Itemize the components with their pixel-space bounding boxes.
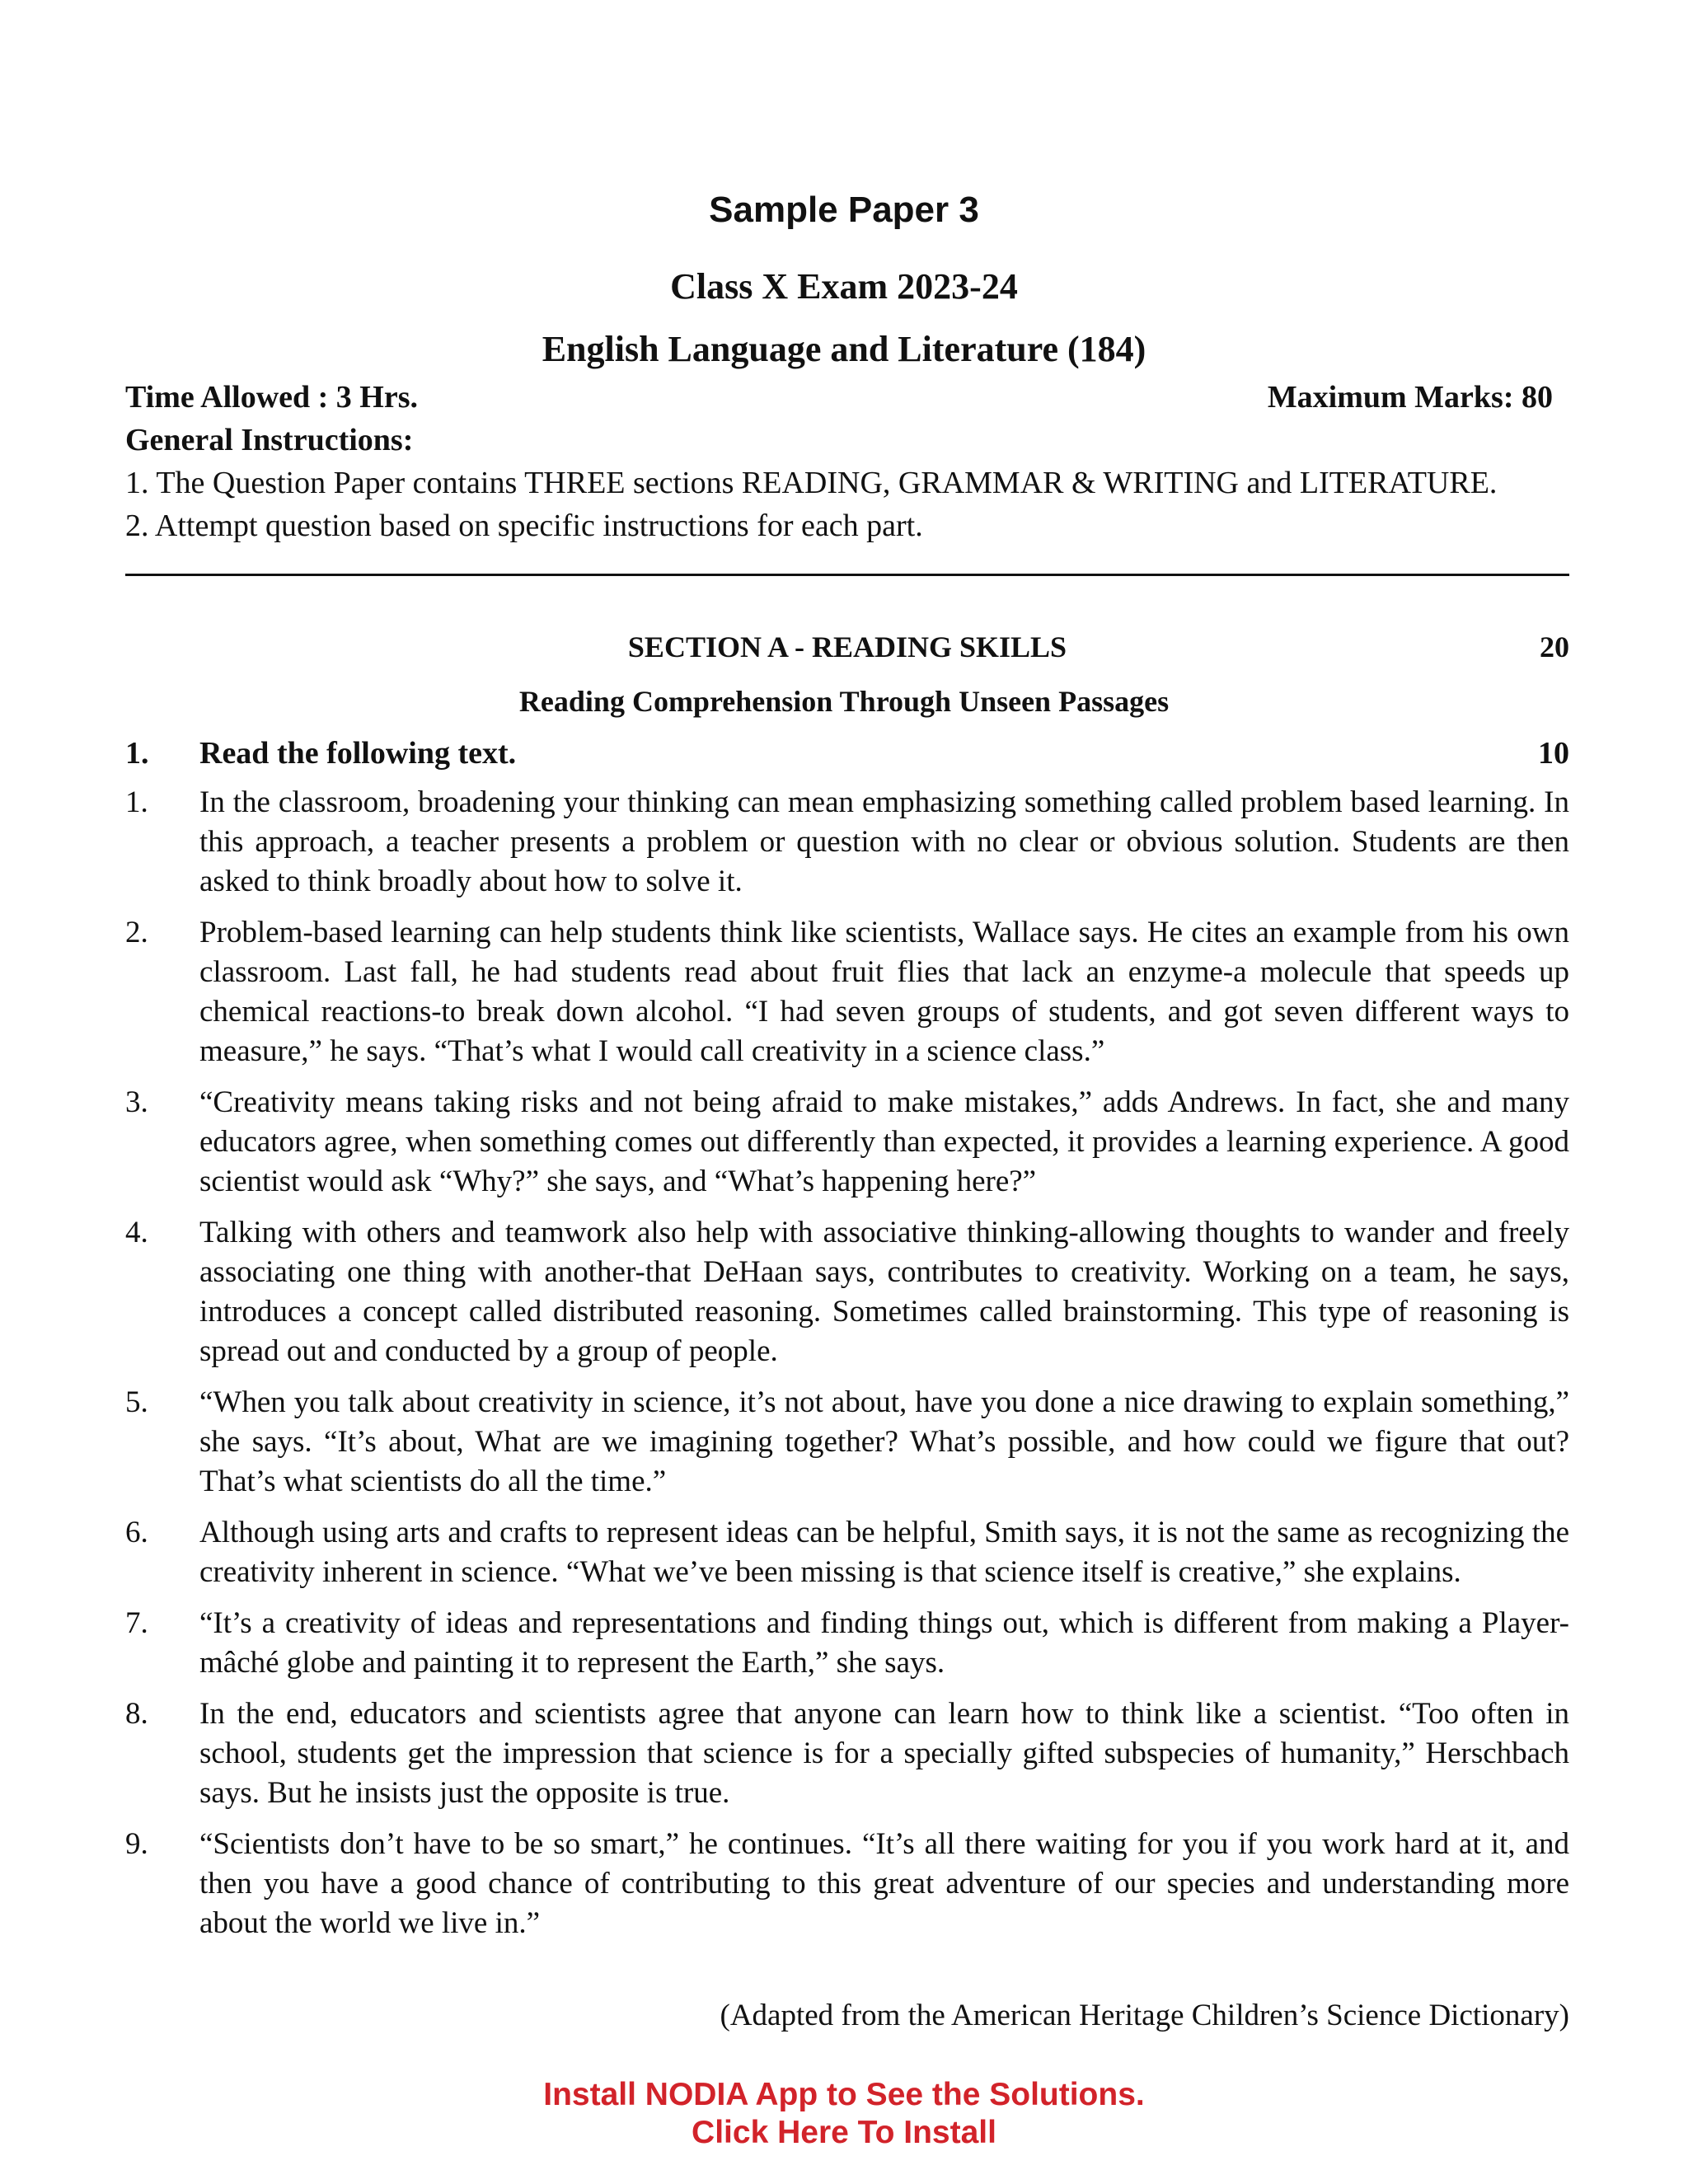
paragraph-text: Problem-based learning can help students think like scientists, Wallace says. He cites an example from his own classroom. Last fall, he had students read about fruit flies that lack an enzyme-a molecule that speeds up chemical reactions-to break down alcohol. “I had seven groups of students, and got seven different ways to measure,” he says. “That’s what I would call creativity in a science class.” bbox=[199, 916, 1569, 1068]
instructions-heading: General Instructions: bbox=[125, 423, 414, 457]
passage-paragraph bbox=[125, 1513, 1569, 1592]
paragraph-text: Talking with others and teamwork also help with associative thinking-allowing thoughts to wander and freely associating one thing with another-that DeHaan says, contributes to creativity. Working on a team, he says, introduces a concept called distributed reasoning. Sometimes called brainstorming. This type of reasoning is spread out and conducted by a group of people. bbox=[199, 1216, 1569, 1368]
passage-paragraph bbox=[125, 1083, 1569, 1202]
question-marks: 10 bbox=[1538, 736, 1569, 771]
paragraph-number: 4. bbox=[125, 1216, 148, 1249]
passage-source: (Adapted from the American Heritage Children’s Science Dictionary) bbox=[720, 1999, 1569, 2032]
passage-paragraph bbox=[125, 913, 1569, 1071]
passage-paragraph bbox=[125, 1213, 1569, 1371]
passage-paragraph bbox=[125, 1383, 1569, 1502]
paragraph-text: “Creativity means taking risks and not being afraid to make mistakes,” adds Andrews. In fact, she and many educators agree, when something comes out differently than expected, it provides a learning experience. A good scientist would ask “Why?” she says, and “What’s happening here?” bbox=[199, 1085, 1569, 1198]
time-allowed: Time Allowed : 3 Hrs. bbox=[125, 380, 419, 415]
passage-paragraph bbox=[125, 1604, 1569, 1683]
section-marks: 20 bbox=[1540, 630, 1569, 663]
paragraph-text: Although using arts and crafts to represent ideas can be helpful, Smith says, it is not the same as recognizing the creativity inherent in science. “What we’ve been missing is that science itself is creative,” she explains. bbox=[199, 1516, 1569, 1589]
paragraph-text: “It’s a creativity of ideas and representations and finding things out, which is different from making a Player-mâché globe and painting it to represent the Earth,” she says. bbox=[199, 1606, 1569, 1680]
instruction-item: 2. Attempt question based on specific instructions for each part. bbox=[125, 509, 923, 543]
subject-title: English Language and Literature (184) bbox=[542, 329, 1146, 369]
question-prompt: Read the following text. bbox=[199, 736, 517, 771]
passage-paragraph bbox=[125, 783, 1569, 902]
question-number: 1. bbox=[125, 736, 149, 771]
paragraph-number: 2. bbox=[125, 916, 148, 949]
click-to-install-link[interactable]: Click Here To Install bbox=[692, 2115, 996, 2150]
paragraph-number: 5. bbox=[125, 1385, 148, 1419]
instruction-item: 1. The Question Paper contains THREE sections READING, GRAMMAR & WRITING and LITERATURE. bbox=[125, 466, 1498, 500]
paragraph-number: 9. bbox=[125, 1827, 148, 1861]
maximum-marks: Maximum Marks: 80 bbox=[1267, 380, 1553, 415]
passage-paragraph bbox=[125, 1825, 1569, 1943]
paragraph-number: 8. bbox=[125, 1697, 148, 1731]
passage-paragraph bbox=[125, 1694, 1569, 1813]
exam-title: Class X Exam 2023-24 bbox=[670, 266, 1018, 307]
paragraph-text: In the end, educators and scientists agree that anyone can learn how to think like a scientist. “Too often in school, students get the impression that science is for a specially gifted subspecies of humanity,” Herschbach says. But he insists just the opposite is true. bbox=[199, 1697, 1569, 1810]
paragraph-text: “When you talk about creativity in science, it’s not about, have you done a nice drawing to explain something,” she says. “It’s about, What are we imagining together? What’s possible, and how could we figure that out? That’s what scientists do all the time.” bbox=[199, 1385, 1569, 1498]
paragraph-text: “Scientists don’t have to be so smart,” he continues. “It’s all there waiting for you if you work hard at it, and then you have a good chance of contributing to this great adventure of our species and understanding more about the world we live in.” bbox=[199, 1827, 1569, 1940]
section-subheading: Reading Comprehension Through Unseen Passages bbox=[518, 685, 1170, 718]
paragraph-number: 6. bbox=[125, 1516, 148, 1549]
paragraph-text: In the classroom, broadening your thinking can mean emphasizing something called problem based learning. In this approach, a teacher presents a problem or question with no clear or obvious solution. Students are then asked to think broadly about how to solve it. bbox=[199, 785, 1569, 898]
paragraph-number: 7. bbox=[125, 1606, 148, 1640]
passage bbox=[125, 783, 1569, 1955]
paper-title: Sample Paper 3 bbox=[709, 190, 979, 230]
exam-meta-row bbox=[125, 379, 1569, 415]
divider bbox=[125, 574, 1569, 576]
paragraph-number: 1. bbox=[125, 785, 148, 819]
paragraph-number: 3. bbox=[125, 1085, 148, 1119]
install-app-link[interactable]: Install NODIA App to See the Solutions. bbox=[543, 2077, 1145, 2112]
section-title: SECTION A - READING SKILLS bbox=[627, 630, 1067, 663]
